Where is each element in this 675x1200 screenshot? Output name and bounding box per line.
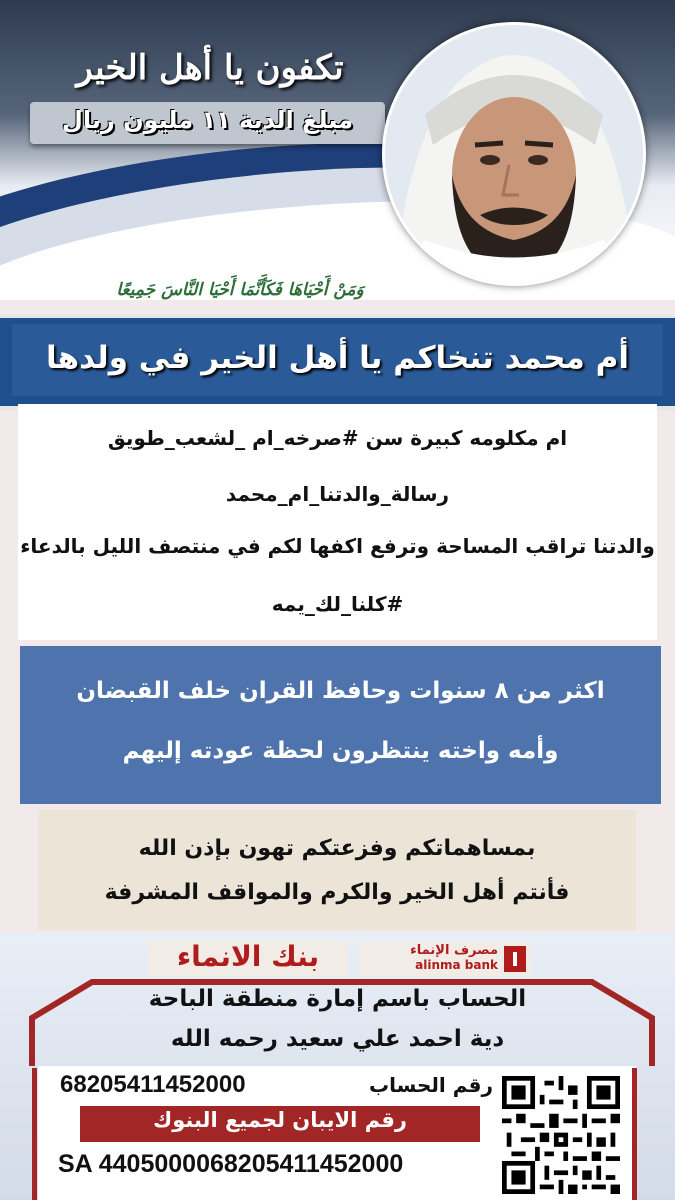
- person-photo: [382, 22, 646, 286]
- bank-logo-english: alinma bank: [415, 958, 498, 972]
- mother-message: [18, 404, 657, 640]
- thanks-line: بمساهماتكم وفزعتكم تهون بإذن الله: [138, 836, 536, 861]
- appeal-title: تكفون يا أهل الخير: [76, 48, 344, 88]
- thanks-box: [38, 810, 636, 930]
- quran-verse: وَمَنْ أَحْيَاهَا فَكَأَنَّمَا أَحْيَا النَّاسَ جَمِيعًا: [116, 280, 364, 300]
- appeal-banner-text: أم محمد تنخاكم يا أهل الخير في ولدها: [46, 340, 629, 376]
- bank-logo: [360, 942, 530, 976]
- thanks-line: فأنتم أهل الخير والكرم والمواقف المشرفة: [104, 880, 570, 905]
- bank-name: بنك الانماء: [176, 940, 320, 973]
- years-box: [20, 646, 661, 804]
- iban-label: رقم الايبان لجميع البنوك: [153, 1108, 407, 1132]
- bank-logo-arabic: مصرف الإنماء: [410, 943, 498, 958]
- person-portrait-icon: [385, 25, 643, 283]
- years-line: وأمه واخته ينتظرون لحظة عودته إليهم: [122, 738, 559, 764]
- message-line: ام مكلومه كبيرة سن #صرخه_ام _لشعب_طويق: [107, 426, 568, 450]
- appeal-banner: [0, 314, 675, 410]
- bank-logo-icon: [504, 946, 526, 972]
- diya-amount-box: [30, 102, 385, 144]
- message-line: رسالة_والدتنا_ام_محمد: [225, 482, 450, 506]
- appeal-banner-inner: [12, 324, 663, 396]
- diya-amount: مبلغ الدية ١١ مليون ريال: [62, 106, 353, 134]
- iban-number[interactable]: SA 4405000068205411452000: [58, 1150, 404, 1178]
- account-purpose: دية احمد علي سعيد رحمه الله: [170, 1026, 505, 1052]
- account-number-label: رقم الحساب: [369, 1073, 493, 1097]
- message-line: #كلنا_لك_يمه: [271, 592, 404, 616]
- account-number[interactable]: 68205411452000: [60, 1071, 246, 1098]
- years-line: اكثر من ٨ سنوات وحافظ القران خلف القبضان: [76, 678, 605, 704]
- account-holder: الحساب باسم إمارة منطقة الباحة: [148, 986, 527, 1012]
- bank-name-box: [148, 940, 348, 976]
- iban-label-box: [80, 1106, 480, 1142]
- message-line: والدتنا تراقب المساحة وترفع اكفها لكم في منتصف الليل بالدعاء: [20, 534, 655, 558]
- qr-code-icon[interactable]: [500, 1076, 622, 1194]
